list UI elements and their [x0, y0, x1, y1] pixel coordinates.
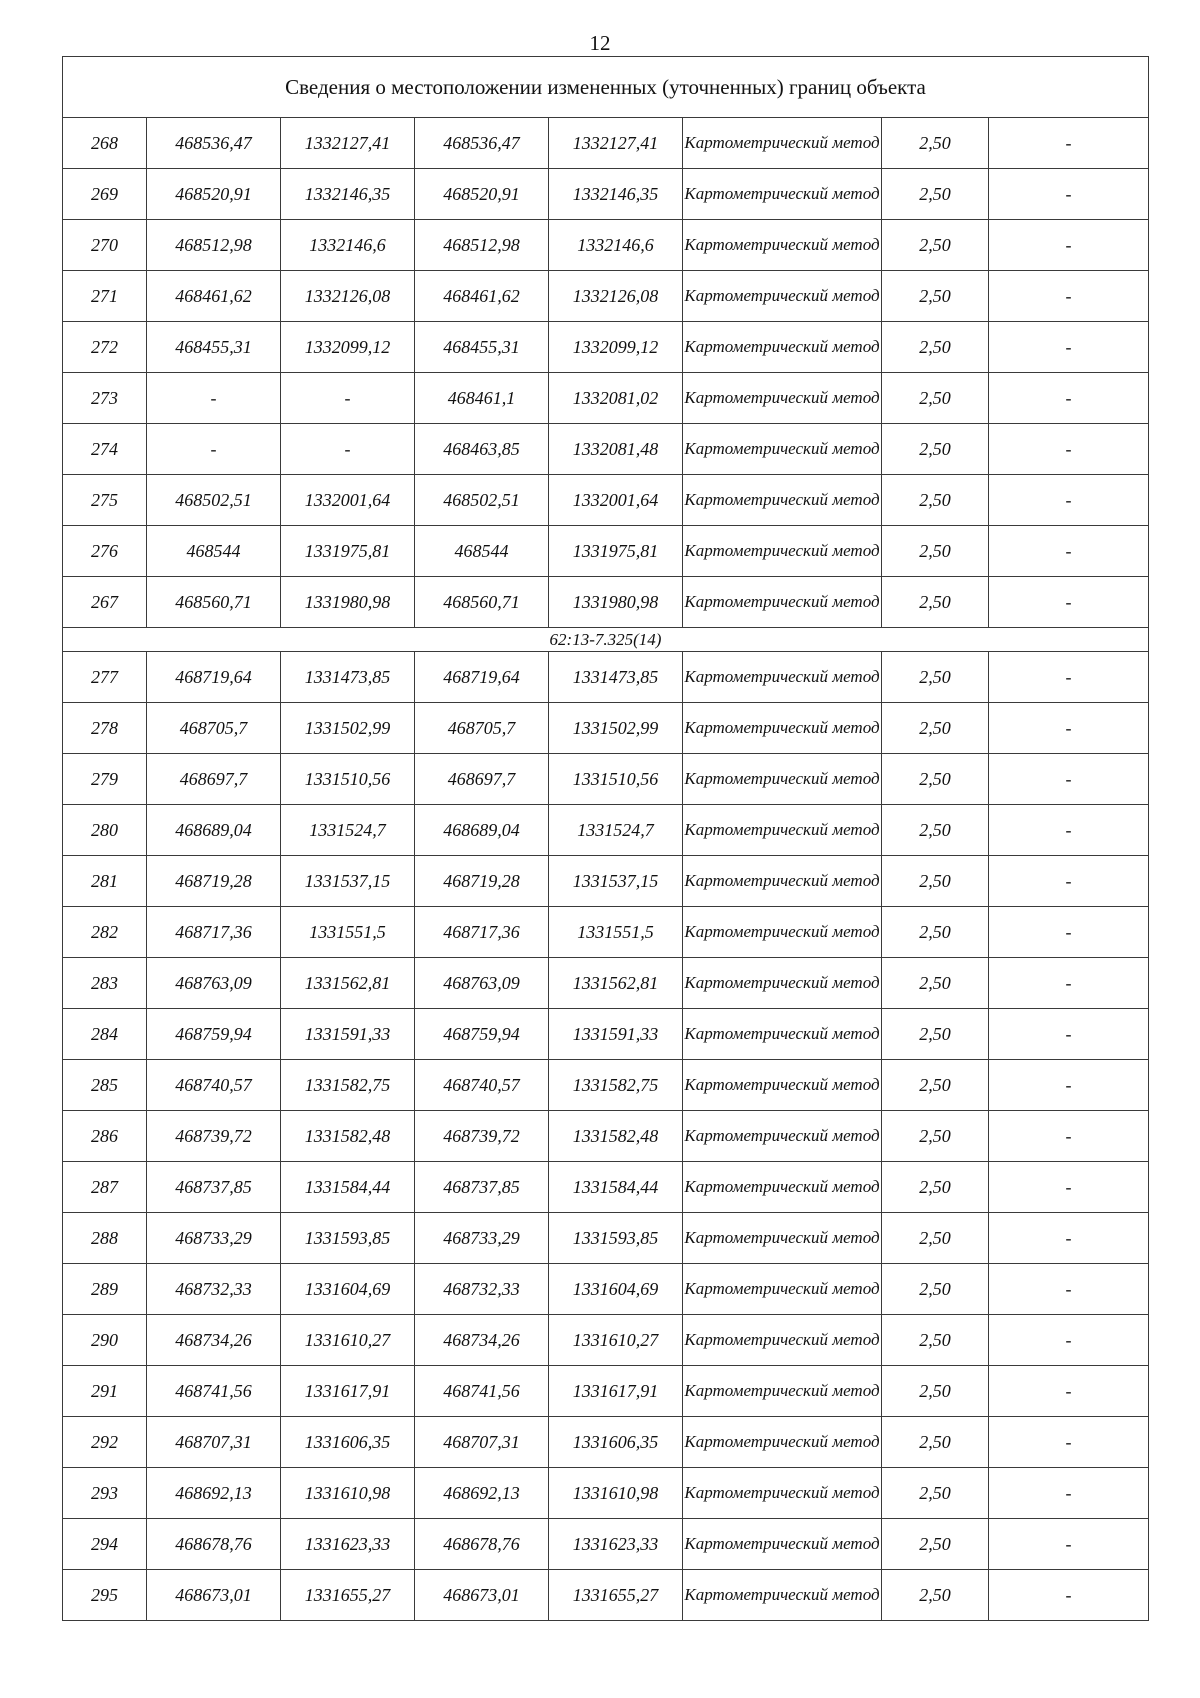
new-y-cell: 1331524,7 — [549, 805, 683, 856]
new-x-cell: 468733,29 — [415, 1213, 549, 1264]
accuracy-cell: 2,50 — [882, 652, 989, 703]
accuracy-cell: 2,50 — [882, 475, 989, 526]
page-number: 12 — [589, 31, 611, 55]
new-y-cell: 1331975,81 — [549, 526, 683, 577]
accuracy-cell: 2,50 — [882, 1315, 989, 1366]
table-row — [63, 526, 1149, 577]
determination-method-cell: Картометрический метод — [683, 577, 882, 628]
new-x-cell: 468705,7 — [415, 703, 549, 754]
description-cell: - — [989, 703, 1149, 754]
determination-method-cell: Картометрический метод — [683, 1519, 882, 1570]
description-cell: - — [989, 1162, 1149, 1213]
point-number-cell: 286 — [63, 1111, 147, 1162]
accuracy-cell: 2,50 — [882, 1162, 989, 1213]
determination-method-cell: Картометрический метод — [683, 424, 882, 475]
existing-x-cell: 468512,98 — [147, 220, 281, 271]
new-y-cell: 1331980,98 — [549, 577, 683, 628]
accuracy-cell: 2,50 — [882, 1264, 989, 1315]
point-number-cell: 282 — [63, 907, 147, 958]
accuracy-cell: 2,50 — [882, 1213, 989, 1264]
new-x-cell: 468536,47 — [415, 118, 549, 169]
description-cell: - — [989, 1366, 1149, 1417]
new-y-cell: 1332127,41 — [549, 118, 683, 169]
point-number-cell: 268 — [63, 118, 147, 169]
point-number-cell: 290 — [63, 1315, 147, 1366]
new-y-cell: 1331502,99 — [549, 703, 683, 754]
table-row — [63, 1213, 1149, 1264]
point-number-cell: 289 — [63, 1264, 147, 1315]
existing-y-cell: 1331502,99 — [281, 703, 415, 754]
description-cell: - — [989, 856, 1149, 907]
existing-x-cell: 468455,31 — [147, 322, 281, 373]
existing-x-cell: 468741,56 — [147, 1366, 281, 1417]
new-x-cell: 468741,56 — [415, 1366, 549, 1417]
accuracy-cell: 2,50 — [882, 577, 989, 628]
section-header-row — [63, 628, 1149, 652]
new-x-cell: 468717,36 — [415, 907, 549, 958]
determination-method-cell: Картометрический метод — [683, 1009, 882, 1060]
existing-x-cell: 468544 — [147, 526, 281, 577]
point-number-cell: 278 — [63, 703, 147, 754]
new-x-cell: 468678,76 — [415, 1519, 549, 1570]
existing-y-cell: 1331551,5 — [281, 907, 415, 958]
table-row — [63, 958, 1149, 1009]
table-row — [63, 1162, 1149, 1213]
table-row — [63, 1009, 1149, 1060]
table-row — [63, 856, 1149, 907]
point-number-cell: 273 — [63, 373, 147, 424]
table-row — [63, 1417, 1149, 1468]
determination-method-cell: Картометрический метод — [683, 754, 882, 805]
existing-y-cell: - — [281, 424, 415, 475]
new-y-cell: 1331593,85 — [549, 1213, 683, 1264]
table-title: Сведения о местоположении измененных (уточненных) границ объекта — [63, 57, 1149, 118]
new-x-cell: 468512,98 — [415, 220, 549, 271]
description-cell: - — [989, 1570, 1149, 1621]
description-cell: - — [989, 1264, 1149, 1315]
new-x-cell: 468737,85 — [415, 1162, 549, 1213]
new-x-cell: 468463,85 — [415, 424, 549, 475]
determination-method-cell: Картометрический метод — [683, 703, 882, 754]
existing-y-cell: 1332001,64 — [281, 475, 415, 526]
existing-x-cell: 468740,57 — [147, 1060, 281, 1111]
new-x-cell: 468734,26 — [415, 1315, 549, 1366]
new-y-cell: 1332146,6 — [549, 220, 683, 271]
new-y-cell: 1331473,85 — [549, 652, 683, 703]
description-cell: - — [989, 1468, 1149, 1519]
existing-x-cell: 468763,09 — [147, 958, 281, 1009]
point-number-cell: 288 — [63, 1213, 147, 1264]
new-x-cell: 468560,71 — [415, 577, 549, 628]
new-x-cell: 468673,01 — [415, 1570, 549, 1621]
existing-y-cell: 1331655,27 — [281, 1570, 415, 1621]
existing-y-cell: 1331582,75 — [281, 1060, 415, 1111]
existing-y-cell: 1331593,85 — [281, 1213, 415, 1264]
point-number-cell: 285 — [63, 1060, 147, 1111]
accuracy-cell: 2,50 — [882, 1009, 989, 1060]
accuracy-cell: 2,50 — [882, 856, 989, 907]
existing-y-cell: 1331582,48 — [281, 1111, 415, 1162]
table-row — [63, 169, 1149, 220]
new-x-cell: 468732,33 — [415, 1264, 549, 1315]
point-number-cell: 270 — [63, 220, 147, 271]
existing-y-cell: 1331610,98 — [281, 1468, 415, 1519]
description-cell: - — [989, 475, 1149, 526]
description-cell: - — [989, 424, 1149, 475]
accuracy-cell: 2,50 — [882, 703, 989, 754]
determination-method-cell: Картометрический метод — [683, 322, 882, 373]
accuracy-cell: 2,50 — [882, 220, 989, 271]
description-cell: - — [989, 1111, 1149, 1162]
accuracy-cell: 2,50 — [882, 424, 989, 475]
existing-y-cell: 1331537,15 — [281, 856, 415, 907]
accuracy-cell: 2,50 — [882, 1519, 989, 1570]
accuracy-cell: 2,50 — [882, 526, 989, 577]
table-row — [63, 1060, 1149, 1111]
point-number-cell: 284 — [63, 1009, 147, 1060]
table-row — [63, 271, 1149, 322]
table-row — [63, 322, 1149, 373]
point-number-cell: 269 — [63, 169, 147, 220]
new-y-cell: 1331582,48 — [549, 1111, 683, 1162]
existing-x-cell: 468689,04 — [147, 805, 281, 856]
new-x-cell: 468719,64 — [415, 652, 549, 703]
new-x-cell: 468692,13 — [415, 1468, 549, 1519]
point-number-cell: 271 — [63, 271, 147, 322]
existing-x-cell: 468461,62 — [147, 271, 281, 322]
determination-method-cell: Картометрический метод — [683, 271, 882, 322]
point-number-cell: 287 — [63, 1162, 147, 1213]
determination-method-cell: Картометрический метод — [683, 1060, 882, 1111]
existing-y-cell: 1331524,7 — [281, 805, 415, 856]
description-cell: - — [989, 1060, 1149, 1111]
new-x-cell: 468740,57 — [415, 1060, 549, 1111]
determination-method-cell: Картометрический метод — [683, 907, 882, 958]
existing-y-cell: 1331623,33 — [281, 1519, 415, 1570]
accuracy-cell: 2,50 — [882, 373, 989, 424]
new-y-cell: 1332099,12 — [549, 322, 683, 373]
new-y-cell: 1331562,81 — [549, 958, 683, 1009]
description-cell: - — [989, 1009, 1149, 1060]
existing-y-cell: 1331606,35 — [281, 1417, 415, 1468]
new-x-cell: 468719,28 — [415, 856, 549, 907]
table-row — [63, 805, 1149, 856]
accuracy-cell: 2,50 — [882, 754, 989, 805]
existing-x-cell: 468717,36 — [147, 907, 281, 958]
new-y-cell: 1331510,56 — [549, 754, 683, 805]
existing-x-cell: 468692,13 — [147, 1468, 281, 1519]
existing-y-cell: 1331604,69 — [281, 1264, 415, 1315]
table-row — [63, 754, 1149, 805]
new-x-cell: 468763,09 — [415, 958, 549, 1009]
table-title-row — [63, 57, 1149, 118]
existing-x-cell: 468697,7 — [147, 754, 281, 805]
existing-y-cell: 1332099,12 — [281, 322, 415, 373]
determination-method-cell: Картометрический метод — [683, 1264, 882, 1315]
existing-y-cell: 1332146,6 — [281, 220, 415, 271]
determination-method-cell: Картометрический метод — [683, 1468, 882, 1519]
existing-x-cell: 468678,76 — [147, 1519, 281, 1570]
existing-x-cell: 468737,85 — [147, 1162, 281, 1213]
existing-y-cell: 1331610,27 — [281, 1315, 415, 1366]
new-y-cell: 1331582,75 — [549, 1060, 683, 1111]
determination-method-cell: Картометрический метод — [683, 1570, 882, 1621]
new-x-cell: 468739,72 — [415, 1111, 549, 1162]
new-x-cell: 468544 — [415, 526, 549, 577]
existing-x-cell: 468719,64 — [147, 652, 281, 703]
table-row — [63, 1111, 1149, 1162]
accuracy-cell: 2,50 — [882, 322, 989, 373]
new-y-cell: 1331617,91 — [549, 1366, 683, 1417]
new-y-cell: 1332126,08 — [549, 271, 683, 322]
point-number-cell: 293 — [63, 1468, 147, 1519]
table-row — [63, 424, 1149, 475]
new-x-cell: 468461,1 — [415, 373, 549, 424]
new-y-cell: 1332146,35 — [549, 169, 683, 220]
existing-x-cell: 468734,26 — [147, 1315, 281, 1366]
new-x-cell: 468520,91 — [415, 169, 549, 220]
existing-y-cell: 1331975,81 — [281, 526, 415, 577]
determination-method-cell: Картометрический метод — [683, 169, 882, 220]
determination-method-cell: Картометрический метод — [683, 1366, 882, 1417]
determination-method-cell: Картометрический метод — [683, 1162, 882, 1213]
determination-method-cell: Картометрический метод — [683, 373, 882, 424]
accuracy-cell: 2,50 — [882, 271, 989, 322]
point-number-cell: 276 — [63, 526, 147, 577]
description-cell: - — [989, 577, 1149, 628]
new-x-cell: 468697,7 — [415, 754, 549, 805]
description-cell: - — [989, 271, 1149, 322]
new-y-cell: 1331623,33 — [549, 1519, 683, 1570]
determination-method-cell: Картометрический метод — [683, 1315, 882, 1366]
determination-method-cell: Картометрический метод — [683, 652, 882, 703]
determination-method-cell: Картометрический метод — [683, 526, 882, 577]
description-cell: - — [989, 373, 1149, 424]
new-y-cell: 1331584,44 — [549, 1162, 683, 1213]
accuracy-cell: 2,50 — [882, 1417, 989, 1468]
existing-x-cell: 468732,33 — [147, 1264, 281, 1315]
existing-y-cell: 1331591,33 — [281, 1009, 415, 1060]
existing-x-cell: 468673,01 — [147, 1570, 281, 1621]
point-number-cell: 274 — [63, 424, 147, 475]
existing-y-cell: 1332146,35 — [281, 169, 415, 220]
existing-x-cell: 468536,47 — [147, 118, 281, 169]
new-y-cell: 1331610,27 — [549, 1315, 683, 1366]
point-number-cell: 279 — [63, 754, 147, 805]
existing-y-cell: 1332126,08 — [281, 271, 415, 322]
determination-method-cell: Картометрический метод — [683, 958, 882, 1009]
table-row — [63, 907, 1149, 958]
table-row — [63, 1570, 1149, 1621]
new-y-cell: 1331591,33 — [549, 1009, 683, 1060]
point-number-cell: 272 — [63, 322, 147, 373]
description-cell: - — [989, 526, 1149, 577]
existing-y-cell: 1331510,56 — [281, 754, 415, 805]
new-y-cell: 1331537,15 — [549, 856, 683, 907]
table-row — [63, 1468, 1149, 1519]
determination-method-cell: Картометрический метод — [683, 805, 882, 856]
new-y-cell: 1331655,27 — [549, 1570, 683, 1621]
point-number-cell: 295 — [63, 1570, 147, 1621]
new-x-cell: 468759,94 — [415, 1009, 549, 1060]
description-cell: - — [989, 1213, 1149, 1264]
existing-x-cell: 468733,29 — [147, 1213, 281, 1264]
description-cell: - — [989, 220, 1149, 271]
description-cell: - — [989, 652, 1149, 703]
existing-y-cell: 1331980,98 — [281, 577, 415, 628]
existing-y-cell: - — [281, 373, 415, 424]
point-number-cell: 283 — [63, 958, 147, 1009]
determination-method-cell: Картометрический метод — [683, 1417, 882, 1468]
accuracy-cell: 2,50 — [882, 1570, 989, 1621]
accuracy-cell: 2,50 — [882, 907, 989, 958]
point-number-cell: 294 — [63, 1519, 147, 1570]
existing-x-cell: 468560,71 — [147, 577, 281, 628]
point-number-cell: 267 — [63, 577, 147, 628]
description-cell: - — [989, 1519, 1149, 1570]
new-x-cell: 468455,31 — [415, 322, 549, 373]
determination-method-cell: Картометрический метод — [683, 475, 882, 526]
description-cell: - — [989, 754, 1149, 805]
new-y-cell: 1331551,5 — [549, 907, 683, 958]
existing-x-cell: - — [147, 373, 281, 424]
section-label: 62:13-7.325(14) — [63, 628, 1149, 652]
point-number-cell: 277 — [63, 652, 147, 703]
boundary-coordinates-table — [62, 56, 1149, 1621]
accuracy-cell: 2,50 — [882, 1366, 989, 1417]
new-x-cell: 468707,31 — [415, 1417, 549, 1468]
description-cell: - — [989, 907, 1149, 958]
determination-method-cell: Картометрический метод — [683, 220, 882, 271]
table-row — [63, 1315, 1149, 1366]
point-number-cell: 291 — [63, 1366, 147, 1417]
new-y-cell: 1331604,69 — [549, 1264, 683, 1315]
existing-y-cell: 1331617,91 — [281, 1366, 415, 1417]
table-row — [63, 1264, 1149, 1315]
existing-x-cell: 468707,31 — [147, 1417, 281, 1468]
accuracy-cell: 2,50 — [882, 1060, 989, 1111]
description-cell: - — [989, 1315, 1149, 1366]
new-y-cell: 1331610,98 — [549, 1468, 683, 1519]
description-cell: - — [989, 958, 1149, 1009]
accuracy-cell: 2,50 — [882, 169, 989, 220]
existing-x-cell: 468739,72 — [147, 1111, 281, 1162]
accuracy-cell: 2,50 — [882, 1468, 989, 1519]
determination-method-cell: Картометрический метод — [683, 1213, 882, 1264]
new-y-cell: 1331606,35 — [549, 1417, 683, 1468]
existing-x-cell: - — [147, 424, 281, 475]
new-y-cell: 1332081,48 — [549, 424, 683, 475]
existing-x-cell: 468520,91 — [147, 169, 281, 220]
point-number-cell: 292 — [63, 1417, 147, 1468]
new-y-cell: 1332081,02 — [549, 373, 683, 424]
existing-y-cell: 1331584,44 — [281, 1162, 415, 1213]
accuracy-cell: 2,50 — [882, 1111, 989, 1162]
table-row — [63, 1366, 1149, 1417]
description-cell: - — [989, 1417, 1149, 1468]
existing-x-cell: 468502,51 — [147, 475, 281, 526]
new-y-cell: 1332001,64 — [549, 475, 683, 526]
accuracy-cell: 2,50 — [882, 118, 989, 169]
table-row — [63, 373, 1149, 424]
existing-x-cell: 468759,94 — [147, 1009, 281, 1060]
determination-method-cell: Картометрический метод — [683, 856, 882, 907]
existing-y-cell: 1331562,81 — [281, 958, 415, 1009]
table-row — [63, 703, 1149, 754]
table-row — [63, 652, 1149, 703]
accuracy-cell: 2,50 — [882, 958, 989, 1009]
description-cell: - — [989, 118, 1149, 169]
existing-y-cell: 1331473,85 — [281, 652, 415, 703]
description-cell: - — [989, 169, 1149, 220]
table-row — [63, 1519, 1149, 1570]
table-row — [63, 475, 1149, 526]
description-cell: - — [989, 805, 1149, 856]
new-x-cell: 468502,51 — [415, 475, 549, 526]
existing-x-cell: 468705,7 — [147, 703, 281, 754]
existing-y-cell: 1332127,41 — [281, 118, 415, 169]
accuracy-cell: 2,50 — [882, 805, 989, 856]
determination-method-cell: Картометрический метод — [683, 1111, 882, 1162]
determination-method-cell: Картометрический метод — [683, 118, 882, 169]
existing-x-cell: 468719,28 — [147, 856, 281, 907]
table-row — [63, 118, 1149, 169]
point-number-cell: 275 — [63, 475, 147, 526]
new-x-cell: 468461,62 — [415, 271, 549, 322]
table-row — [63, 577, 1149, 628]
table-row — [63, 220, 1149, 271]
description-cell: - — [989, 322, 1149, 373]
point-number-cell: 280 — [63, 805, 147, 856]
new-x-cell: 468689,04 — [415, 805, 549, 856]
point-number-cell: 281 — [63, 856, 147, 907]
